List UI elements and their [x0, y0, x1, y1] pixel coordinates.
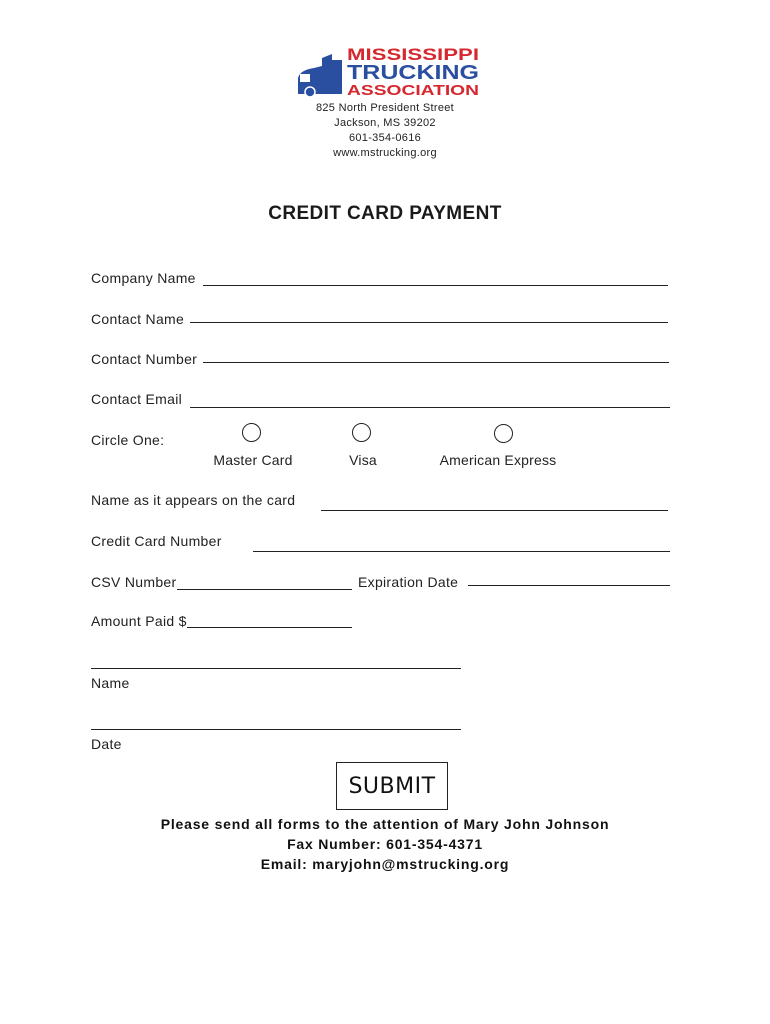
card-number-field[interactable]: [253, 551, 670, 552]
amount-paid-label: Amount Paid $: [91, 613, 187, 629]
form-title: CREDIT CARD PAYMENT: [268, 203, 502, 224]
logo-line-3: ASSOCIATION: [347, 82, 479, 98]
name-on-card-field[interactable]: [321, 510, 668, 511]
signature-date-label: Date: [91, 736, 122, 752]
signature-date-field[interactable]: [91, 729, 461, 730]
footer-email: Email: maryjohn@mstrucking.org: [260, 856, 510, 872]
csv-field[interactable]: [177, 589, 352, 590]
expiration-label: Expiration Date: [358, 574, 459, 590]
truck-icon: [298, 54, 342, 97]
visa-radio[interactable]: [352, 423, 371, 442]
contact-number-label: Contact Number: [91, 351, 198, 367]
visa-label: Visa: [349, 452, 377, 468]
contact-email-field[interactable]: [190, 407, 670, 408]
logo-line-1: MISSISSIPPI: [347, 45, 479, 64]
footer-fax: Fax Number: 601-354-4371: [287, 836, 483, 852]
expiration-field[interactable]: [468, 585, 670, 586]
card-number-label: Credit Card Number: [91, 533, 222, 549]
contact-email-label: Contact Email: [91, 391, 183, 407]
address-city: Jackson, MS 39202: [334, 117, 436, 129]
signature-name-label: Name: [91, 675, 130, 691]
master-card-radio[interactable]: [242, 423, 261, 442]
american-express-radio[interactable]: [494, 424, 513, 443]
address-phone: 601-354-0616: [348, 132, 422, 144]
signature-name-field[interactable]: [91, 668, 461, 669]
submit-button[interactable]: SUBMIT: [336, 762, 448, 810]
contact-number-field[interactable]: [203, 362, 669, 363]
footer-attention: Please send all forms to the attention of Mary John Johnson: [160, 816, 610, 832]
logo-line-2: TRUCKING: [347, 62, 479, 84]
circle-one-label: Circle One:: [91, 432, 165, 448]
association-logo: [292, 44, 482, 98]
master-card-label: Master Card: [213, 452, 293, 468]
csv-label: CSV Number: [91, 574, 177, 590]
contact-name-field[interactable]: [190, 322, 668, 323]
company-name-label: Company Name: [91, 270, 196, 286]
contact-name-label: Contact Name: [91, 311, 185, 327]
name-on-card-label: Name as it appears on the card: [91, 492, 296, 508]
address-street: 825 North President Street: [315, 102, 455, 114]
american-express-label: American Express: [439, 452, 557, 468]
company-name-field[interactable]: [203, 285, 668, 286]
address-website: www.mstrucking.org: [333, 147, 437, 159]
amount-paid-field[interactable]: [187, 627, 352, 628]
